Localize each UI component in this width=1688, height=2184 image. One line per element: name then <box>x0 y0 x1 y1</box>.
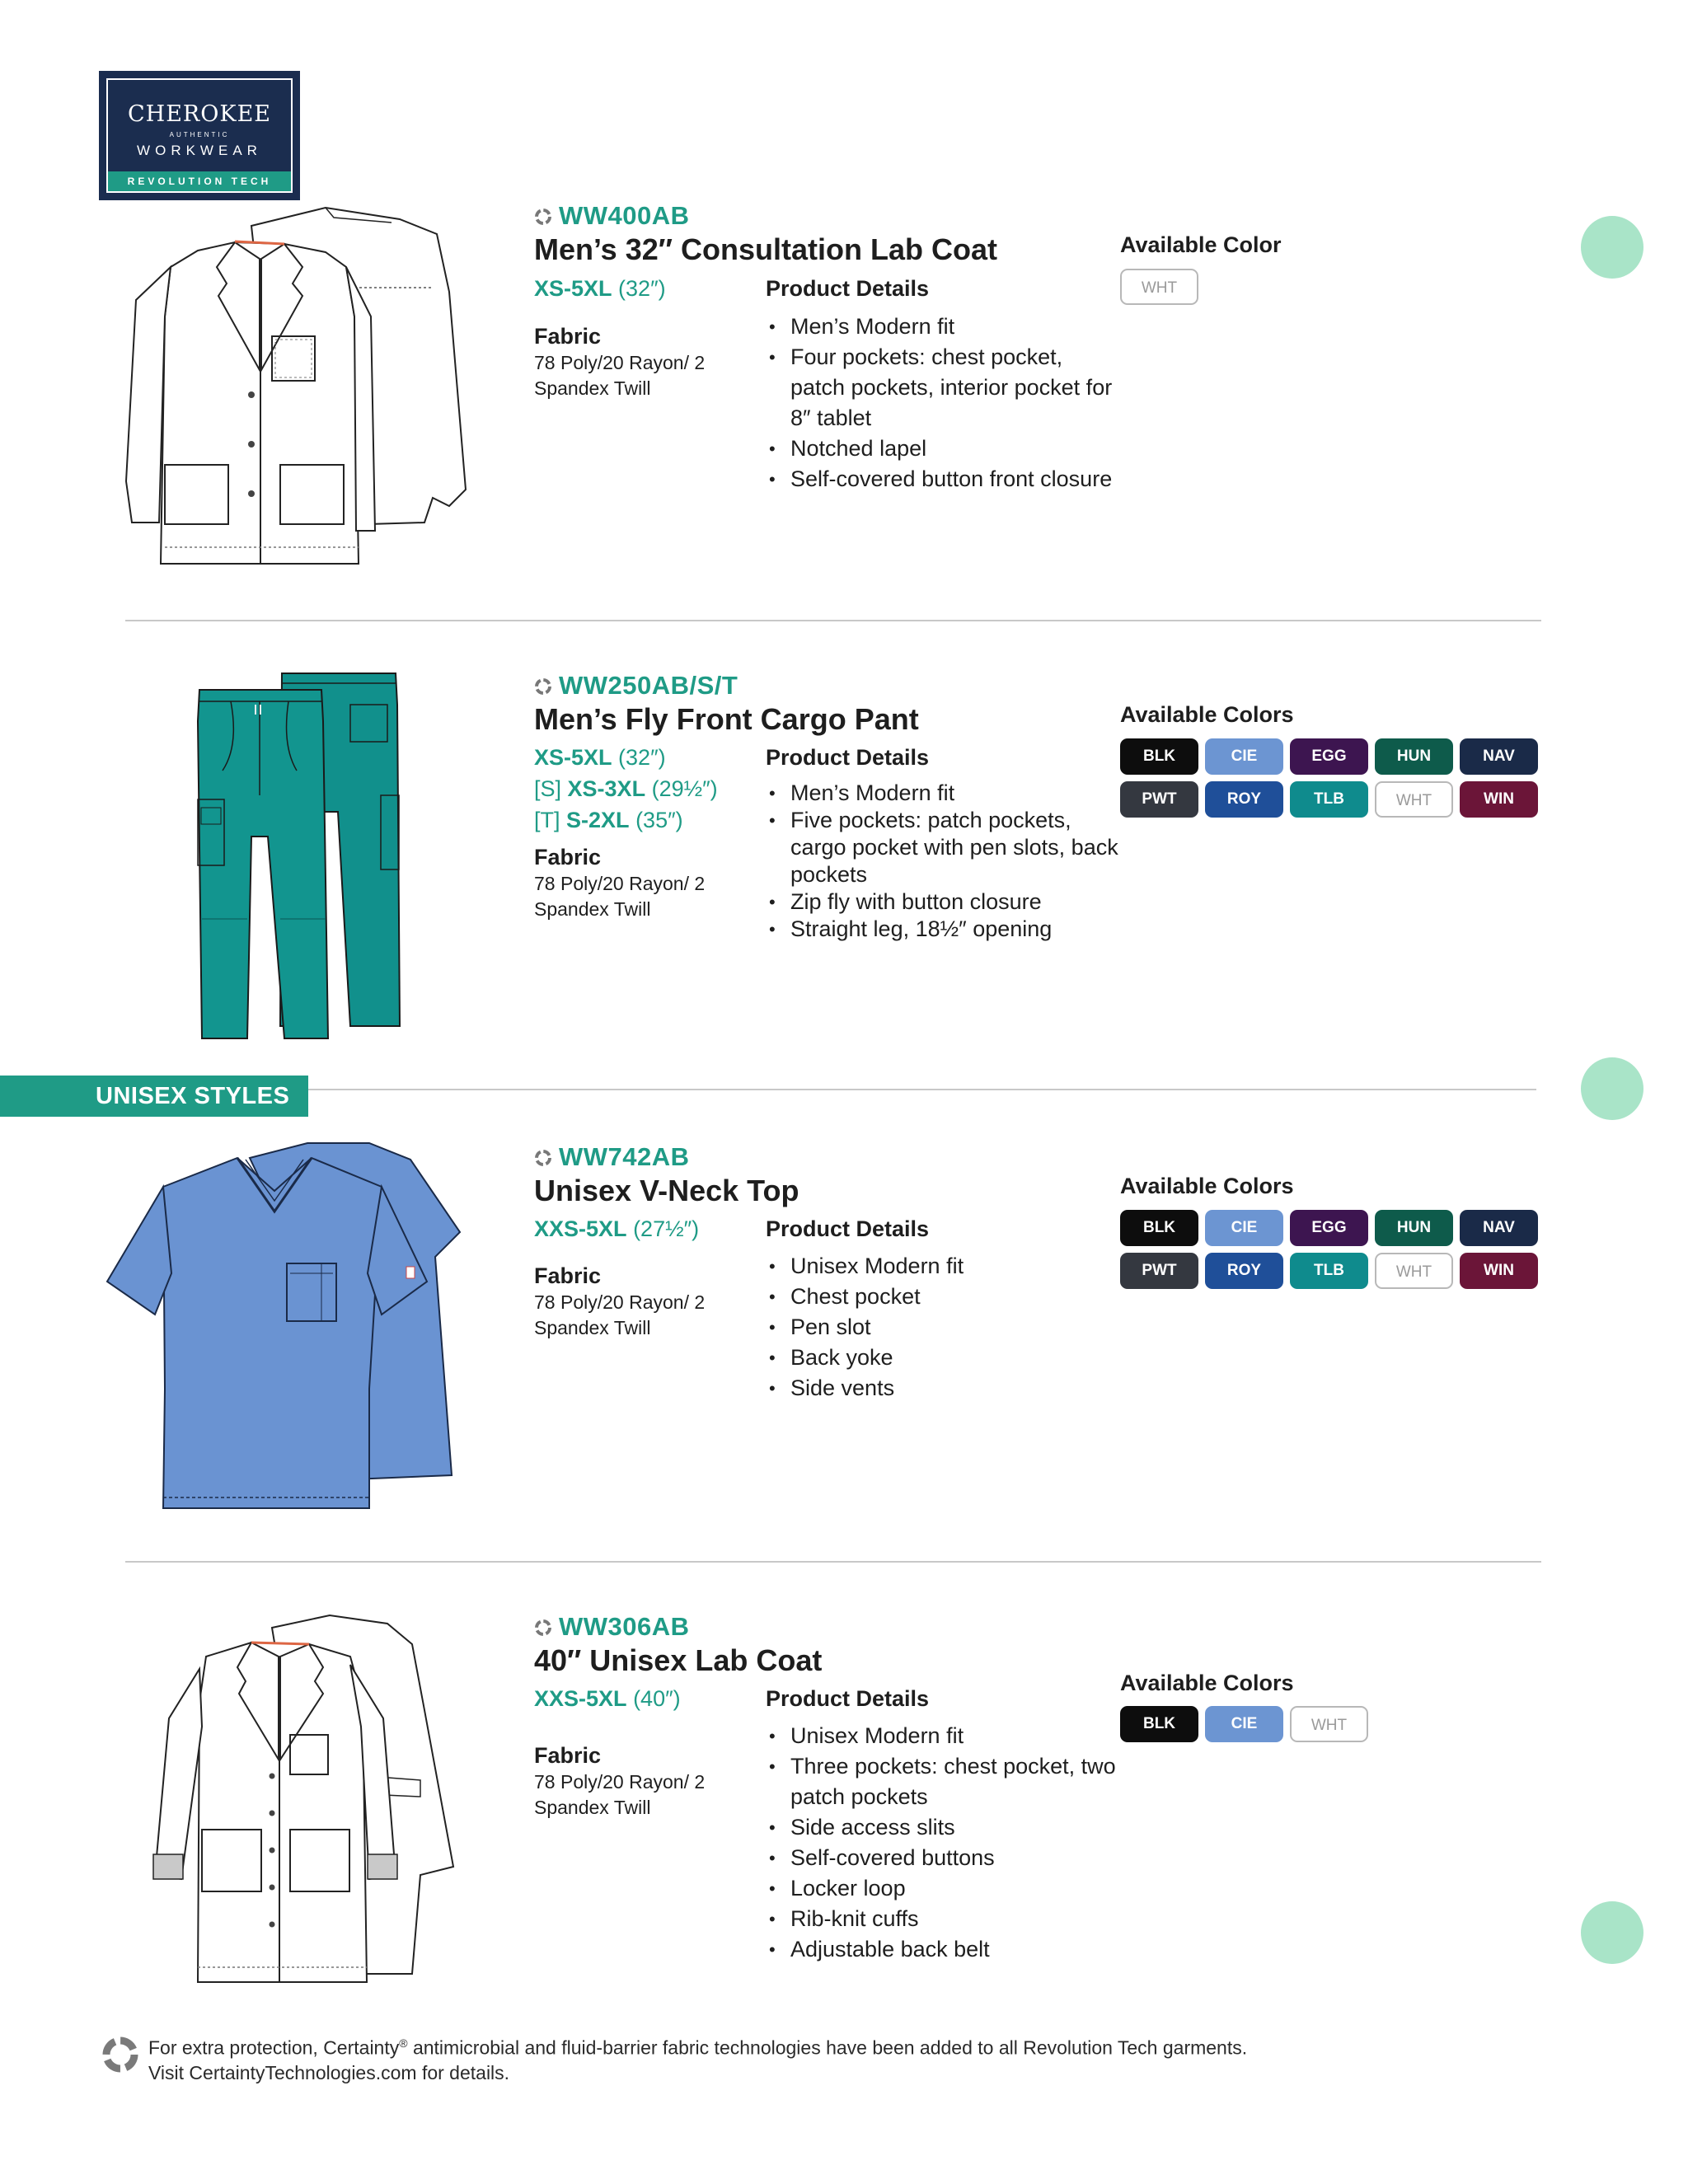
color-swatch-wht[interactable]: WHT <box>1375 781 1453 818</box>
size-range-value: XS-5XL <box>534 276 612 301</box>
certainty-icon <box>534 677 552 696</box>
feature-item: • Men’s Modern fit <box>766 780 1120 807</box>
v-neck-top-illustration-icon <box>106 1141 485 1512</box>
sku-code: WW306AB <box>559 1612 690 1641</box>
feature-item: • Men’s Modern fit <box>766 312 1120 342</box>
product-sku <box>534 671 738 701</box>
available-colors-label: Available Color <box>1120 232 1282 257</box>
feature-item: • Zip fly with button closure <box>766 888 1120 916</box>
feature-list <box>766 780 1120 943</box>
size-range-value: XXS-5XL <box>534 1216 627 1241</box>
feature-item: • Four pockets: chest pocket, patch pockets, interior pocket for 8″ tablet <box>766 342 1120 434</box>
feature-item: • Back yoke <box>766 1343 1120 1373</box>
tab-circle <box>1581 216 1643 279</box>
feature-list <box>766 1721 1120 1965</box>
feature-item: • Adjustable back belt <box>766 1934 1120 1965</box>
color-swatch-pwt[interactable]: PWT <box>1120 781 1198 818</box>
footer-line-2: Visit CertaintyTechnologies.com for details. <box>148 2061 510 2083</box>
product-sku <box>534 1142 690 1172</box>
color-swatch-hun[interactable]: HUN <box>1375 738 1453 775</box>
color-swatch-egg[interactable]: EGG <box>1290 1210 1368 1246</box>
size-prefix: [T] <box>534 808 560 832</box>
color-swatch-roy[interactable]: ROY <box>1205 1253 1283 1289</box>
logo-tagline: AUTHENTIC <box>169 131 230 138</box>
color-swatch-cie[interactable]: CIE <box>1205 1210 1283 1246</box>
size-range-value: XXS-5XL <box>534 1686 627 1711</box>
section-divider <box>125 1561 1541 1563</box>
product-details-label: Product Details <box>766 1216 930 1241</box>
sku-code: WW742AB <box>559 1142 690 1171</box>
feature-item: • Unisex Modern fit <box>766 1721 1120 1751</box>
color-swatch-pwt[interactable]: PWT <box>1120 1253 1198 1289</box>
feature-item: • Pen slot <box>766 1312 1120 1343</box>
color-swatch-wht[interactable]: WHT <box>1375 1253 1453 1289</box>
color-swatch-tlb[interactable]: TLB <box>1290 781 1368 818</box>
size-range-value: XS-3XL <box>567 776 646 801</box>
product-title: 40″ Unisex Lab Coat <box>534 1643 823 1677</box>
tab-circle <box>1581 1057 1643 1120</box>
color-swatch-wht[interactable]: WHT <box>1290 1706 1368 1742</box>
footer-text: antimicrobial and fluid-barrier fabric technologies have been added to all Revolution Tech garments. <box>407 2036 1248 2059</box>
fabric-label: Fabric <box>534 845 602 869</box>
feature-item: • Self-covered buttons <box>766 1843 1120 1873</box>
cherokee-logo <box>99 71 300 200</box>
fabric-label: Fabric <box>534 1263 602 1288</box>
sku-code: WW400AB <box>559 201 690 230</box>
registered-mark: ® <box>399 2036 408 2050</box>
size-range <box>534 808 683 833</box>
certainty-logo-icon <box>101 2035 140 2074</box>
product-title: Unisex V-Neck Top <box>534 1174 799 1207</box>
color-swatch-blk[interactable]: BLK <box>1120 1210 1198 1246</box>
color-swatch-nav[interactable]: NAV <box>1460 1210 1538 1246</box>
feature-item: • Unisex Modern fit <box>766 1251 1120 1282</box>
feature-item: • Side vents <box>766 1373 1120 1404</box>
size-prefix: [S] <box>534 776 562 801</box>
size-length: (27½″) <box>633 1216 700 1241</box>
feature-list <box>766 1251 1120 1404</box>
feature-item: • Three pockets: chest pocket, two patch pockets <box>766 1751 1120 1812</box>
product-details-label: Product Details <box>766 745 930 770</box>
color-swatch-wht[interactable]: WHT <box>1120 269 1198 305</box>
sku-code: WW250AB/S/T <box>559 671 738 700</box>
logo-frame <box>106 78 293 193</box>
certainty-icon <box>534 1619 552 1637</box>
size-range-value: XS-5XL <box>534 745 612 770</box>
size-length: (35″) <box>635 808 683 832</box>
color-swatch-tlb[interactable]: TLB <box>1290 1253 1368 1289</box>
color-swatch-blk[interactable]: BLK <box>1120 1706 1198 1742</box>
size-range <box>534 745 666 771</box>
fabric-text: 78 Poly/20 Rayon/ 2 Spandex Twill <box>534 1771 706 1818</box>
feature-item: • Self-covered button front closure <box>766 464 1120 494</box>
color-swatch-egg[interactable]: EGG <box>1290 738 1368 775</box>
product-sku <box>534 1612 690 1642</box>
product-details-label: Product Details <box>766 1686 930 1711</box>
fabric-text: 78 Poly/20 Rayon/ 2 Spandex Twill <box>534 352 706 399</box>
logo-line: REVOLUTION TECH <box>108 171 291 191</box>
size-length: (40″) <box>633 1686 681 1711</box>
feature-list <box>766 312 1120 494</box>
feature-item: • Rib-knit cuffs <box>766 1904 1120 1934</box>
footer-line-1 <box>148 2031 1247 2060</box>
footer-text: For extra protection, Certainty <box>148 2036 400 2059</box>
certainty-icon <box>534 1149 552 1167</box>
size-range <box>534 276 666 302</box>
size-length: (32″) <box>618 276 666 301</box>
fabric-text: 78 Poly/20 Rayon/ 2 Spandex Twill <box>534 873 706 920</box>
product-title: Men’s Fly Front Cargo Pant <box>534 702 919 736</box>
logo-workwear: WORKWEAR <box>137 143 262 158</box>
fabric-label: Fabric <box>534 324 602 349</box>
section-divider <box>308 1089 1536 1090</box>
tab-circle <box>1581 1901 1643 1964</box>
certainty-icon <box>534 208 552 226</box>
product-sku <box>534 201 690 231</box>
long-lab-coat-illustration-icon <box>148 1611 462 1990</box>
color-swatch-hun[interactable]: HUN <box>1375 1210 1453 1246</box>
color-swatch-nav[interactable]: NAV <box>1460 738 1538 775</box>
fabric-label: Fabric <box>534 1743 602 1768</box>
feature-item: • Locker loop <box>766 1873 1120 1904</box>
color-swatch-cie[interactable]: CIE <box>1205 1706 1283 1742</box>
product-details-label: Product Details <box>766 276 930 301</box>
logo-brand: CHEROKEE <box>128 101 271 127</box>
available-colors-label: Available Colors <box>1120 1671 1294 1695</box>
size-range <box>534 1686 681 1712</box>
color-swatch-cie[interactable]: CIE <box>1205 738 1283 775</box>
footer-note <box>148 2031 1247 2085</box>
color-swatch-win[interactable]: WIN <box>1460 1253 1538 1289</box>
size-range <box>534 776 718 802</box>
lab-coat-illustration-icon <box>120 201 482 567</box>
size-range-value: S-2XL <box>566 808 630 832</box>
section-divider <box>125 620 1541 621</box>
color-swatch-roy[interactable]: ROY <box>1205 781 1283 818</box>
feature-item: • Chest pocket <box>766 1282 1120 1312</box>
available-colors-label: Available Colors <box>1120 702 1294 727</box>
feature-item: • Five pockets: patch pockets, cargo pocket with pen slots, back pockets <box>766 807 1120 888</box>
size-range <box>534 1216 699 1242</box>
color-swatch-blk[interactable]: BLK <box>1120 738 1198 775</box>
unisex-styles-banner: UNISEX STYLES <box>0 1076 308 1117</box>
feature-item: • Side access slits <box>766 1812 1120 1843</box>
fabric-text: 78 Poly/20 Rayon/ 2 Spandex Twill <box>534 1291 706 1338</box>
feature-item: • Notched lapel <box>766 434 1120 464</box>
size-length: (32″) <box>618 745 666 770</box>
product-title: Men’s 32″ Consultation Lab Coat <box>534 232 997 266</box>
size-length: (29½″) <box>651 776 718 801</box>
cargo-pant-illustration-icon <box>190 672 404 1043</box>
feature-item: • Straight leg, 18½″ opening <box>766 916 1120 943</box>
color-swatch-win[interactable]: WIN <box>1460 781 1538 818</box>
available-colors-label: Available Colors <box>1120 1174 1294 1198</box>
